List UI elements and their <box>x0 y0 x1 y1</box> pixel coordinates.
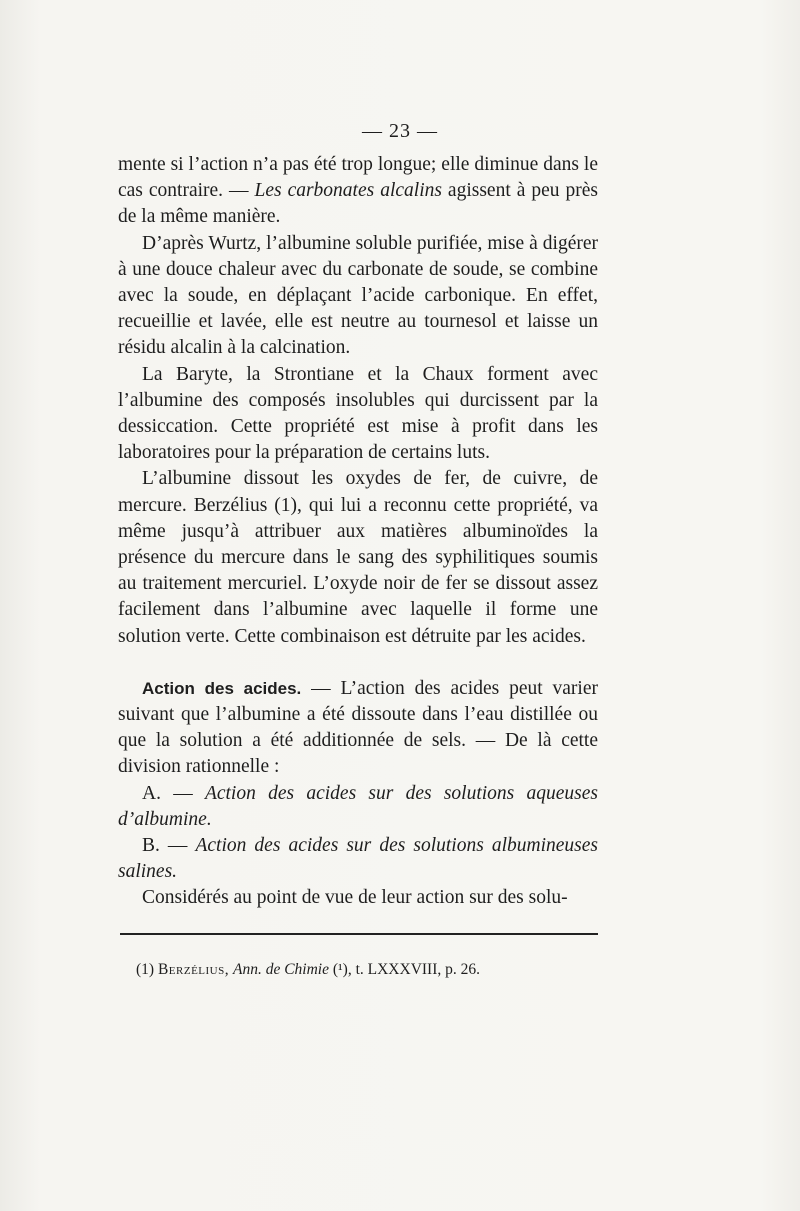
paragraph-2: D’après Wurtz, l’albumine soluble purifiée, mise à digérer à une douce chaleur avec du carbonate de soude, se combine avec la soude, en déplaçant l’acide carbonique. En effet, recueillie et lavée, elle est neutre au tournesol et laisse un résidu alcalin à la calcination. <box>118 232 598 359</box>
paragraph-item-b: B. — Action des acides sur des solutions albumineuses salines. <box>118 835 598 883</box>
page-number: — 23 — <box>362 120 438 142</box>
footnote: (1) Berzélius, Ann. de Chimie (¹), t. LXXXVIII, p. 26. <box>136 961 481 978</box>
section-heading: Action des acides. <box>142 678 302 698</box>
footnote-journal: Ann. de Chimie <box>232 961 329 978</box>
paragraph-section-action-des-acides: Action des acides. — L’action des acides peut varier suivant que l’albumine a été dissoute dans l’eau distillée ou que la solution a été additionnée de sels. — De là cette division rationnelle : <box>118 677 598 778</box>
paragraph-6: Considérés au point de vue de leur action sur des solu- <box>142 887 568 909</box>
footnote-author: Berzélius, <box>157 961 230 978</box>
footnote-divider <box>120 933 598 935</box>
paragraph-1: mente si l’action n’a pas été trop longue; elle diminue dans le cas contraire. — Les carbonates alcalins agissent à peu près de la même manière. <box>118 154 598 228</box>
paragraph-4: L’albumine dissout les oxydes de fer, de cuivre, de mercure. Berzélius (1), qui lui a reconnu cette propriété, va même jusqu’à attribuer aux matières albuminoïdes la présence du mercure dans le sang des syphilitiques soumis au traitement mercuriel. L’oxyde noir de fer se dissout assez facilement dans l’albumine avec laquelle il forme une solution verte. Cette combinaison est détruite par les acides. <box>118 468 598 647</box>
italic-phrase: Les carbonates alcalins <box>254 180 442 202</box>
paragraph-item-a: A. — Action des acides sur des solutions aqueuses d’albumine. <box>118 782 598 830</box>
body-text <box>118 152 598 912</box>
paragraph-3: La Baryte, la Strontiane et la Chaux forment avec l’albumine des composés insolubles qui durcissent par la dessiccation. Cette propriété est mise à profit dans les laboratoires pour la préparation de certains luts. <box>118 363 598 464</box>
